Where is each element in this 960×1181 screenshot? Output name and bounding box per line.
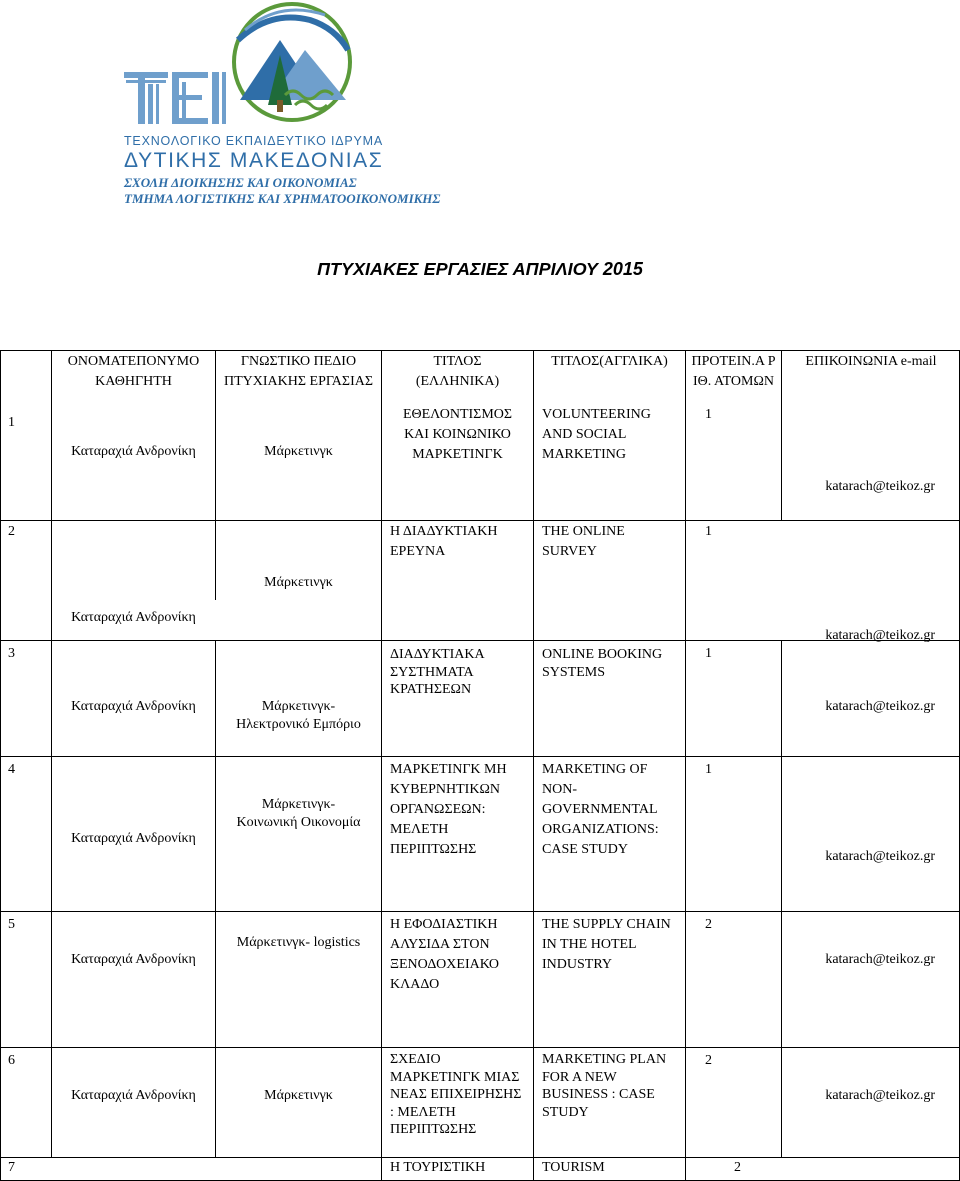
field-value: Μάρκετινγκ [264, 575, 333, 590]
field-value-part2: Κοινωνική Οικονομία [236, 815, 361, 830]
title-en: THE ONLINE SURVEY [542, 524, 625, 559]
supervisor-name: Καταραχιά Ανδρονίκη [71, 610, 196, 625]
header-contact: ΕΠΙΚΟΙΝΩΝΙΑ e-mail [805, 354, 937, 369]
row-number: 2 [8, 524, 15, 539]
row-number: 5 [8, 917, 15, 932]
title-gr: Η ΔΙΑΔΥΚΤΙΑΚΗ ΕΡΕΥΝΑ [390, 524, 498, 559]
people-count: 1 [705, 407, 712, 422]
institution-line2: ΔΥΤΙΚΗΣ ΜΑΚΕΔΟΝΙΑΣ [124, 149, 384, 172]
title-en: VOLUNTEERING AND SOCIAL MARKETING [542, 407, 651, 462]
institution-line1: ΤΕΧΝΟΛΟΓΙΚΟ ΕΚΠΑΙΔΕΥΤΙΚΟ ΙΔΡΥΜΑ [124, 134, 383, 148]
field-value-part1: Μάρκετινγκ- [261, 699, 336, 714]
contact-email: katarach@teikoz.gr [825, 628, 935, 643]
header-supervisor: ΟΝΟΜΑΤΕΠΟΝΥΜΟ ΚΑΘΗΓΗΤΗ [67, 354, 200, 389]
title-gr: ΕΘΕΛΟΝΤΙΣΜΟΣ ΚΑΙ ΚΟΙΝΩΝΙΚΟ ΜΑΡΚΕΤΙΝΓΚ [402, 407, 513, 462]
supervisor-name: Καταραχιά Ανδρονίκη [71, 1088, 196, 1103]
field-value: Μάρκετινγκ- logistics [236, 935, 361, 950]
title-gr: Η ΤΟΥΡΙΣΤΙΚΗ [390, 1160, 486, 1175]
contact-email: katarach@teikoz.gr [825, 479, 935, 494]
row-number: 6 [8, 1053, 15, 1068]
supervisor-name: Καταραχιά Ανδρονίκη [71, 952, 196, 967]
title-en: THE SUPPLY CHAIN IN THE HOTEL INDUSTRY [542, 917, 671, 972]
supervisor-name: Καταραχιά Ανδρονίκη [71, 699, 196, 714]
row-number: 1 [8, 415, 15, 430]
row-number: 4 [8, 762, 15, 777]
department-name: ΤΜΗΜΑ ΛΟΓΙΣΤΙΚΗΣ ΚΑΙ ΧΡΗΜΑΤΟΟΙΚΟΝΟΜΙΚΗΣ [124, 191, 441, 206]
title-gr: ΣΧΕΔΙΟ ΜΑΡΚΕΤΙΝΓΚ ΜΙΑΣ ΝΕΑΣ ΕΠΙΧΕΙΡΗΣΗΣ : ΜΕΛΕΤΗ ΠΕΡΙΠΤΩΣΗΣ [390, 1052, 522, 1137]
title-en: MARKETING OF NON-GOVERNMENTAL ORGANIZATIONS: CASE STUDY [542, 762, 659, 857]
title-en: ONLINE BOOKING SYSTEMS [542, 647, 663, 680]
title-gr: ΔΙΑΔΥΚΤΙΑΚΑ ΣΥΣΤΗΜΑΤΑ ΚΡΑΤΗΣΕΩΝ [390, 647, 484, 697]
people-count: 1 [705, 524, 712, 539]
field-value: Μάρκετινγκ [264, 1088, 333, 1103]
people-count: 2 [705, 917, 712, 932]
supervisor-name: Καταραχιά Ανδρονίκη [71, 831, 196, 846]
title-en: TOURISM [542, 1160, 605, 1175]
contact-email: katarach@teikoz.gr [825, 849, 935, 864]
title-gr: ΜΑΡΚΕΤΙΝΓΚ ΜΗ ΚΥΒΕΡΝΗΤΙΚΩΝ ΟΡΓΑΝΩΣΕΩΝ: ΜΕΛΕΤΗ ΠΕΡΙΠΤΩΣΗΣ [390, 762, 507, 857]
contact-email: katarach@teikoz.gr [825, 1088, 935, 1103]
row-number: 7 [8, 1160, 15, 1175]
title-gr: Η ΕΦΟΔΙΑΣΤΙΚΗ ΑΛΥΣΙΔΑ ΣΤΟΝ ΞΕΝΟΔΟΧΕΙΑΚΟ ΚΛΑΔΟ [390, 917, 499, 992]
header-field: ΓΝΩΣΤΙΚΟ ΠΕΔΙΟ ΠΤΥΧΙΑΚΗΣ ΕΡΓΑΣΙΑΣ [224, 354, 373, 389]
row-number: 3 [8, 646, 15, 661]
field-value-part2: Ηλεκτρονικό Εμπόριο [236, 717, 361, 732]
people-count: 2 [705, 1053, 712, 1068]
field-value: Μάρκετινγκ [264, 444, 333, 459]
contact-email: katarach@teikoz.gr [825, 952, 935, 967]
header-title-gr: ΤΙΤΛΟΣ (ΕΛΛΗΝΙΚΑ) [415, 354, 500, 389]
field-value-part1: Μάρκετινγκ- [261, 797, 336, 812]
people-count: 1 [705, 762, 712, 777]
header-proposed-people: ΠΡΟΤΕΙΝ.Α ΡΙΘ. ΑΤΟΜΩΝ [691, 354, 776, 389]
people-count: 1 [705, 646, 712, 661]
school-name: ΣΧΟΛΗ ΔΙΟΙΚΗΣΗΣ ΚΑΙ ΟΙΚΟΝΟΜΙΑΣ [124, 175, 357, 190]
title-en: MARKETING PLAN FOR A NEW BUSINESS : CASE STUDY [542, 1052, 667, 1120]
people-count: 2 [734, 1160, 741, 1175]
header-title-en: ΤΙΤΛΟΣ(ΑΓΓΛΙΚΑ) [551, 354, 668, 369]
supervisor-name: Καταραχιά Ανδρονίκη [71, 444, 196, 459]
contact-email: katarach@teikoz.gr [825, 699, 935, 714]
page-title: ΠΤΥΧΙΑΚΕΣ ΕΡΓΑΣΙΕΣ ΑΠΡΙΛΙΟΥ 2015 [317, 259, 643, 279]
